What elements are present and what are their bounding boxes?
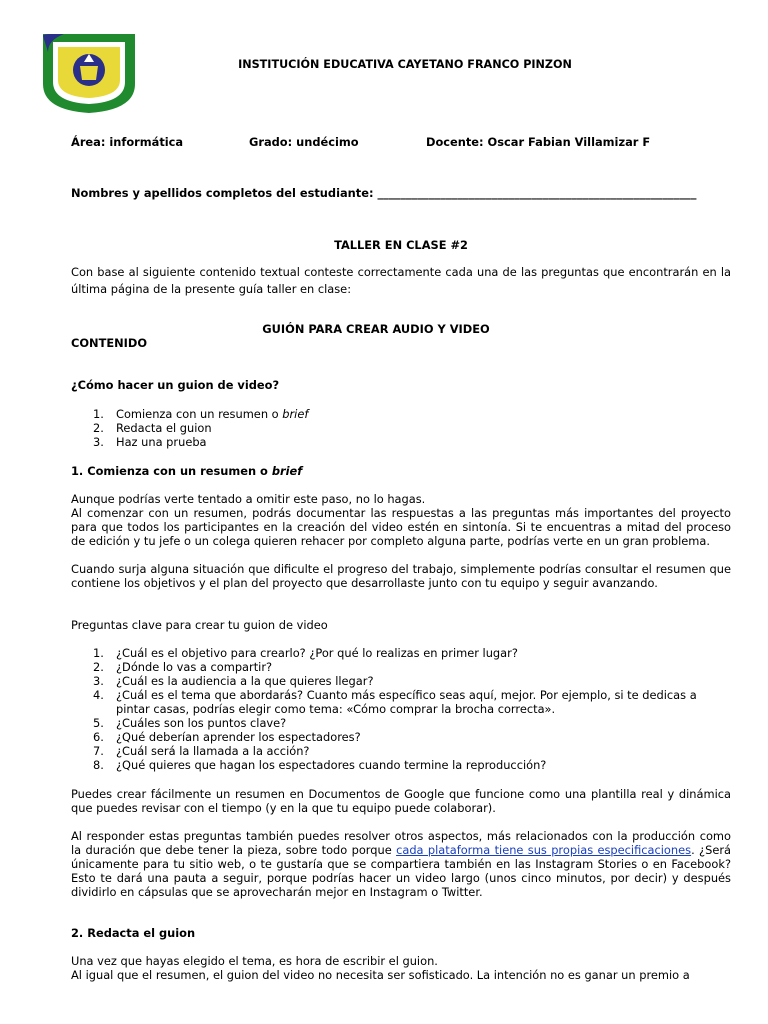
platform-specs-link[interactable]: cada plataforma tiene sus propias especificaciones	[396, 843, 692, 857]
s1-paragraph-2: Al comenzar con un resumen, podrás documentar las respuestas a las preguntas más importantes del proyecto para que todos los participantes en la creación del video estén en sintonía. Si te encuentras a mitad del proceso de edición y tu jefe o un colega quieren rehacer por completo alguna parte, podrías verte en un gran problema.	[71, 506, 731, 548]
s2-paragraph-2: Al igual que el resumen, el guion del video no necesita ser sofisticado. La intención no es ganar un premio a	[71, 968, 690, 982]
section1-heading: 1. Comienza con un resumen o brief	[71, 464, 303, 478]
school-crest-logo	[40, 32, 138, 114]
s1-paragraph-3: Cuando surja alguna situación que dificulte el progreso del trabajo, simplemente podrías consultar el resumen que contiene los objetivos y el plan del proyecto que desarrollaste junto con tu equipo y seguir avanzando.	[71, 562, 731, 590]
question-heading: ¿Cómo hacer un guion de video?	[71, 378, 280, 392]
institution-title: INSTITUCIÓN EDUCATIVA CAYETANO FRANCO PINZON	[238, 58, 572, 71]
section2-heading: 2. Redacta el guion	[71, 926, 196, 940]
list-item: 3. ¿Cuál es la audiencia a la que quieres llegar?	[93, 674, 374, 688]
intro-paragraph: Con base al siguiente contenido textual conteste correctamente cada una de las preguntas que encontrarán en la última página de la presente guía taller en clase:	[71, 265, 731, 296]
teacher-label: Docente: Oscar Fabian Villamizar F	[426, 135, 651, 149]
workshop-title: TALLER EN CLASE #2	[334, 238, 468, 252]
student-name-line: Nombres y apellidos completos del estudiante: ________________________________________________________	[71, 186, 697, 200]
list-item: 8. ¿Qué quieres que hagan los espectadores cuando termine la reproducción?	[93, 758, 547, 772]
key-questions-label: Preguntas clave para crear tu guion de video	[71, 618, 328, 632]
list-item: 1. Comienza con un resumen o brief	[93, 407, 309, 421]
script-title: GUIÓN PARA CREAR AUDIO Y VIDEO	[262, 322, 490, 336]
steps-list	[93, 407, 308, 449]
list-item: 2. ¿Dónde lo vas a compartir?	[93, 660, 273, 674]
list-item: 4. ¿Cuál es el tema que abordarás? Cuanto más específico seas aquí, mejor. Por ejemplo, si te dedicas a pintar casas, podrías elegir como tema: «Cómo comprar la brocha correcta».	[93, 688, 697, 716]
docs-paragraph: Puedes crear fácilmente un resumen en Documentos de Google que funcione como una plantilla real y dinámica que puedes revisar con el tiempo (y en la que tu equipo puede colaborar).	[71, 787, 731, 815]
grade-label: Grado: undécimo	[249, 135, 359, 149]
contenido-heading: CONTENIDO	[71, 336, 148, 350]
list-item: 2. Redacta el guion	[93, 421, 212, 435]
s1-paragraph-1: Aunque podrías verte tentado a omitir este paso, no lo hagas.	[71, 492, 426, 506]
list-item: 5. ¿Cuáles son los puntos clave?	[93, 716, 287, 730]
answers-paragraph: Al responder estas preguntas también puedes resolver otros aspectos, más relacionados con la producción como la duración que debe tener la pieza, sobre todo porque cada plataforma tiene sus propias especificaciones. ¿Será únicamente para tu sitio web, o te gustaría que se compartiera también en las Instagram Stories o en Facebook? Esto te dará una pauta a seguir, porque podrías hacer un video largo (unos cinco minutos, por decir) y después dividirlo en cápsulas que se aprovecharán mejor en Instagram o Twitter.	[71, 829, 731, 899]
list-item: 3. Haz una prueba	[93, 435, 207, 449]
list-item: 1. ¿Cuál es el objetivo para crearlo? ¿Por qué lo realizas en primer lugar?	[93, 646, 518, 660]
key-questions-list	[93, 646, 708, 772]
area-label: Área: informática	[71, 135, 184, 149]
s2-paragraph-1: Una vez que hayas elegido el tema, es hora de escribir el guion.	[71, 954, 438, 968]
list-item: 6. ¿Qué deberían aprender los espectadores?	[93, 730, 361, 744]
list-item: 7. ¿Cuál será la llamada a la acción?	[93, 744, 310, 758]
